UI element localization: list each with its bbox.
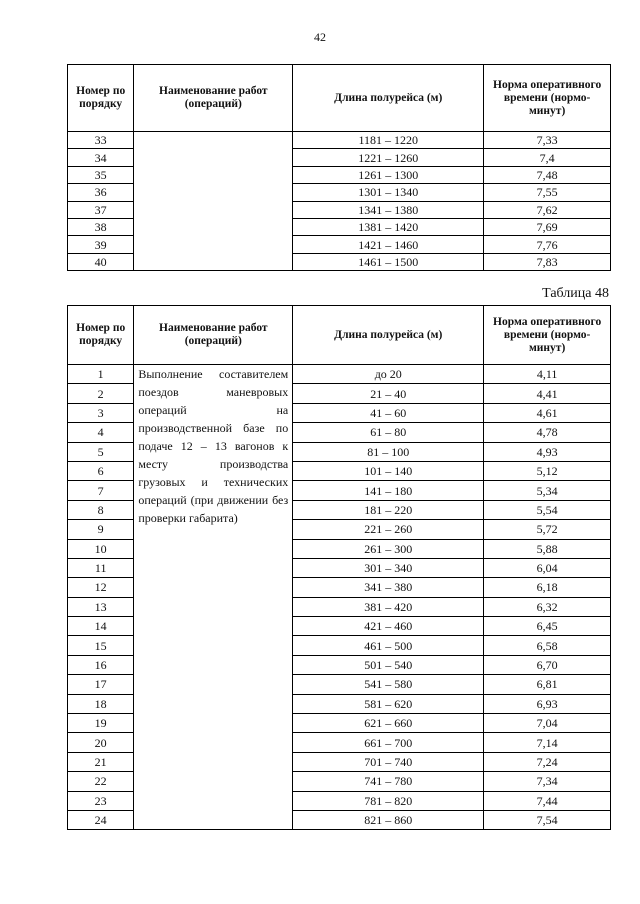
row-norm: 7,34 xyxy=(484,772,611,791)
row-length: 1261 – 1300 xyxy=(293,166,484,183)
row-num: 35 xyxy=(68,166,134,183)
row-length: 501 – 540 xyxy=(293,655,484,674)
row-norm: 7,76 xyxy=(484,236,611,253)
row-num: 33 xyxy=(68,132,134,149)
row-norm: 7,33 xyxy=(484,132,611,149)
row-num: 40 xyxy=(68,253,134,270)
row-length: 461 – 500 xyxy=(293,636,484,655)
row-length: 821 – 860 xyxy=(293,810,484,829)
table-row xyxy=(68,132,611,149)
table-header-row xyxy=(68,65,611,132)
row-length: 661 – 700 xyxy=(293,733,484,752)
row-norm: 4,41 xyxy=(484,384,611,403)
row-num: 8 xyxy=(68,500,134,519)
header-norm: Норма оперативного времени (нормо-минут) xyxy=(484,65,611,132)
row-length: 421 – 460 xyxy=(293,617,484,636)
row-num: 36 xyxy=(68,184,134,201)
header-num: Номер по порядку xyxy=(68,306,134,365)
row-num: 22 xyxy=(68,772,134,791)
header-name: Наименование работ (операций) xyxy=(134,306,293,365)
norms-table-48 xyxy=(67,305,611,830)
row-norm: 7,83 xyxy=(484,253,611,270)
row-norm: 6,45 xyxy=(484,617,611,636)
row-length: 1221 – 1260 xyxy=(293,149,484,166)
row-length: 381 – 420 xyxy=(293,597,484,616)
header-name: Наименование работ (операций) xyxy=(134,65,293,132)
row-norm: 4,61 xyxy=(484,403,611,422)
row-num: 34 xyxy=(68,149,134,166)
page-number: 42 xyxy=(314,30,326,44)
row-num: 23 xyxy=(68,791,134,810)
row-norm: 6,18 xyxy=(484,578,611,597)
row-norm: 5,54 xyxy=(484,500,611,519)
header-norm: Норма оперативного времени (нормо-минут) xyxy=(484,306,611,365)
row-norm: 6,81 xyxy=(484,675,611,694)
row-num: 37 xyxy=(68,201,134,218)
row-num: 6 xyxy=(68,461,134,480)
row-length: 21 – 40 xyxy=(293,384,484,403)
table-row xyxy=(68,365,611,384)
row-length: 101 – 140 xyxy=(293,461,484,480)
row-norm: 7,14 xyxy=(484,733,611,752)
row-num: 11 xyxy=(68,558,134,577)
table-header-row xyxy=(68,306,611,365)
row-num: 17 xyxy=(68,675,134,694)
row-num: 13 xyxy=(68,597,134,616)
row-length: 181 – 220 xyxy=(293,500,484,519)
row-norm: 7,69 xyxy=(484,218,611,235)
row-length: 621 – 660 xyxy=(293,714,484,733)
row-norm: 5,12 xyxy=(484,461,611,480)
row-num: 4 xyxy=(68,423,134,442)
row-norm: 6,70 xyxy=(484,655,611,674)
row-length: 301 – 340 xyxy=(293,558,484,577)
header-num: Номер по порядку xyxy=(68,65,134,132)
row-num: 3 xyxy=(68,403,134,422)
row-length: 81 – 100 xyxy=(293,442,484,461)
row-length: 61 – 80 xyxy=(293,423,484,442)
row-length: 141 – 180 xyxy=(293,481,484,500)
row-length: 741 – 780 xyxy=(293,772,484,791)
row-norm: 5,72 xyxy=(484,520,611,539)
row-norm: 4,11 xyxy=(484,365,611,384)
row-length: 781 – 820 xyxy=(293,791,484,810)
row-length: 221 – 260 xyxy=(293,520,484,539)
row-length: 341 – 380 xyxy=(293,578,484,597)
row-length: 1181 – 1220 xyxy=(293,132,484,149)
row-norm: 7,48 xyxy=(484,166,611,183)
norms-table-continued xyxy=(67,64,611,271)
row-num: 5 xyxy=(68,442,134,461)
work-name-cell xyxy=(134,132,293,271)
row-norm: 7,44 xyxy=(484,791,611,810)
row-length: 1421 – 1460 xyxy=(293,236,484,253)
row-norm: 4,78 xyxy=(484,423,611,442)
row-num: 38 xyxy=(68,218,134,235)
row-norm: 5,34 xyxy=(484,481,611,500)
row-num: 19 xyxy=(68,714,134,733)
row-norm: 7,4 xyxy=(484,149,611,166)
row-norm: 5,88 xyxy=(484,539,611,558)
row-norm: 6,93 xyxy=(484,694,611,713)
row-norm: 7,24 xyxy=(484,752,611,771)
row-num: 18 xyxy=(68,694,134,713)
row-norm: 7,62 xyxy=(484,201,611,218)
row-num: 7 xyxy=(68,481,134,500)
row-norm: 6,58 xyxy=(484,636,611,655)
row-num: 21 xyxy=(68,752,134,771)
row-length: 41 – 60 xyxy=(293,403,484,422)
row-num: 9 xyxy=(68,520,134,539)
row-length: 541 – 580 xyxy=(293,675,484,694)
row-norm: 4,93 xyxy=(484,442,611,461)
row-norm: 7,54 xyxy=(484,810,611,829)
row-num: 24 xyxy=(68,810,134,829)
row-num: 39 xyxy=(68,236,134,253)
row-norm: 6,04 xyxy=(484,558,611,577)
row-norm: 6,32 xyxy=(484,597,611,616)
row-num: 15 xyxy=(68,636,134,655)
row-length: до 20 xyxy=(293,365,484,384)
row-length: 1461 – 1500 xyxy=(293,253,484,270)
row-length: 261 – 300 xyxy=(293,539,484,558)
row-length: 701 – 740 xyxy=(293,752,484,771)
row-num: 12 xyxy=(68,578,134,597)
row-norm: 7,55 xyxy=(484,184,611,201)
row-norm: 7,04 xyxy=(484,714,611,733)
row-length: 1301 – 1340 xyxy=(293,184,484,201)
row-num: 16 xyxy=(68,655,134,674)
row-num: 1 xyxy=(68,365,134,384)
row-num: 14 xyxy=(68,617,134,636)
work-description: Выполнение составителем поездов маневровых операций на производственной базе по подаче 12 – 13 вагонов к месту производства грузовых и технических операций (при движении без проверки габарита) xyxy=(134,365,293,830)
row-num: 20 xyxy=(68,733,134,752)
header-length: Длина полурейса (м) xyxy=(293,65,484,132)
row-num: 2 xyxy=(68,384,134,403)
header-length: Длина полурейса (м) xyxy=(293,306,484,365)
table-caption: Таблица 48 xyxy=(542,286,609,301)
row-length: 581 – 620 xyxy=(293,694,484,713)
row-length: 1341 – 1380 xyxy=(293,201,484,218)
row-num: 10 xyxy=(68,539,134,558)
row-length: 1381 – 1420 xyxy=(293,218,484,235)
